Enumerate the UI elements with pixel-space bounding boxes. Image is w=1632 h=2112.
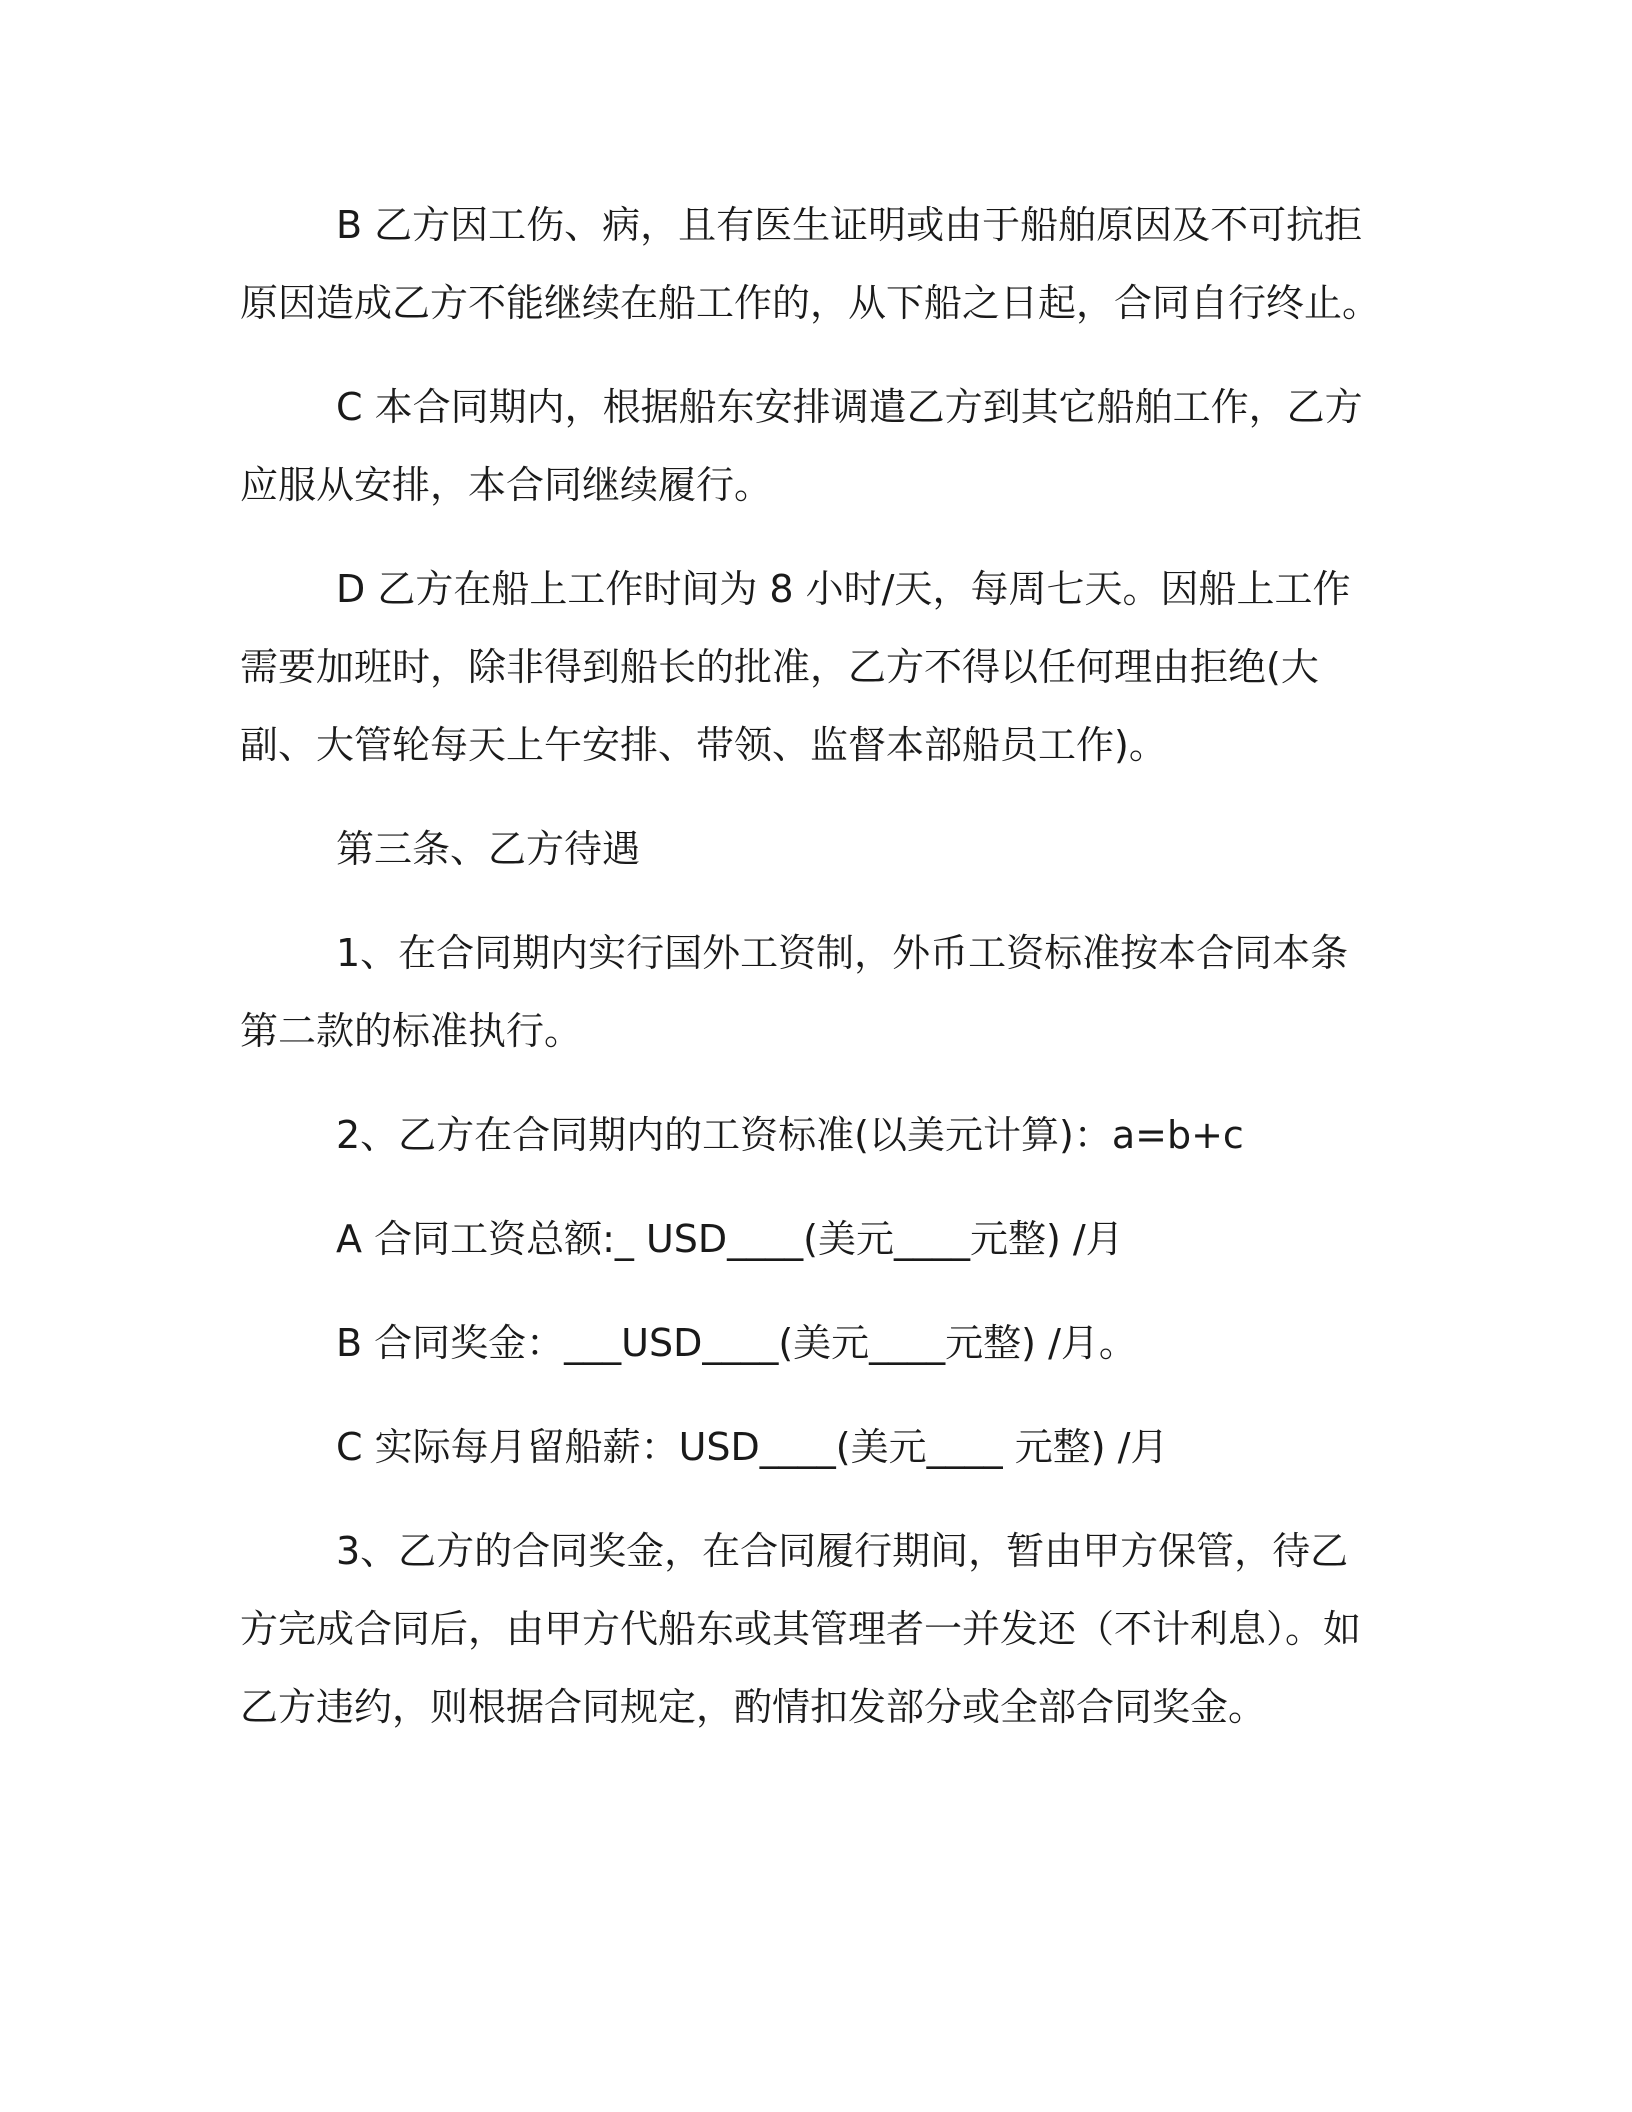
clause-c-reassignment: C 本合同期内，根据船东安排调遣乙方到其它船舶工作，乙方应服从安排，本合同继续履行。: [240, 385, 1363, 507]
item-3-bonus-custody: 3、乙方的合同奖金，在合同履行期间，暂由甲方保管，待乙方完成合同后，由甲方代船东或其管理者一并发还（不计利息）。如乙方违约，则根据合同规定，酌情扣发部分或全部合同奖金。: [240, 1529, 1362, 1729]
clause-d-working-hours: D 乙方在船上工作时间为 8 小时/天，每周七天。因船上工作需要加班时，除非得到船长的批准，乙方不得以任何理由拒绝(大副、大管轮每天上午安排、带领、监督本部船员工作)。: [240, 567, 1351, 767]
item-1-wage-system: 1、在合同期内实行国外工资制，外币工资标准按本合同本条第二款的标准执行。: [240, 931, 1349, 1053]
document-body: [240, 186, 1380, 1772]
item-a-total-wage: A 合同工资总额:_ USD____(美元____元整) /月: [336, 1217, 1124, 1261]
item-b-bonus: B 合同奖金：___USD____(美元____元整) /月。: [336, 1321, 1137, 1365]
article-3-heading: 第三条、乙方待遇: [336, 827, 641, 871]
clause-b-termination: B 乙方因工伤、病，且有医生证明或由于船舶原因及不可抗拒原因造成乙方不能继续在船工作的，从下船之日起，合同自行终止。: [240, 203, 1381, 325]
item-2-wage-standard: 2、乙方在合同期内的工资标准(以美元计算)：a=b+c: [336, 1113, 1244, 1157]
item-c-ship-salary: C 实际每月留船薪：USD____(美元____ 元整) /月: [336, 1425, 1169, 1469]
